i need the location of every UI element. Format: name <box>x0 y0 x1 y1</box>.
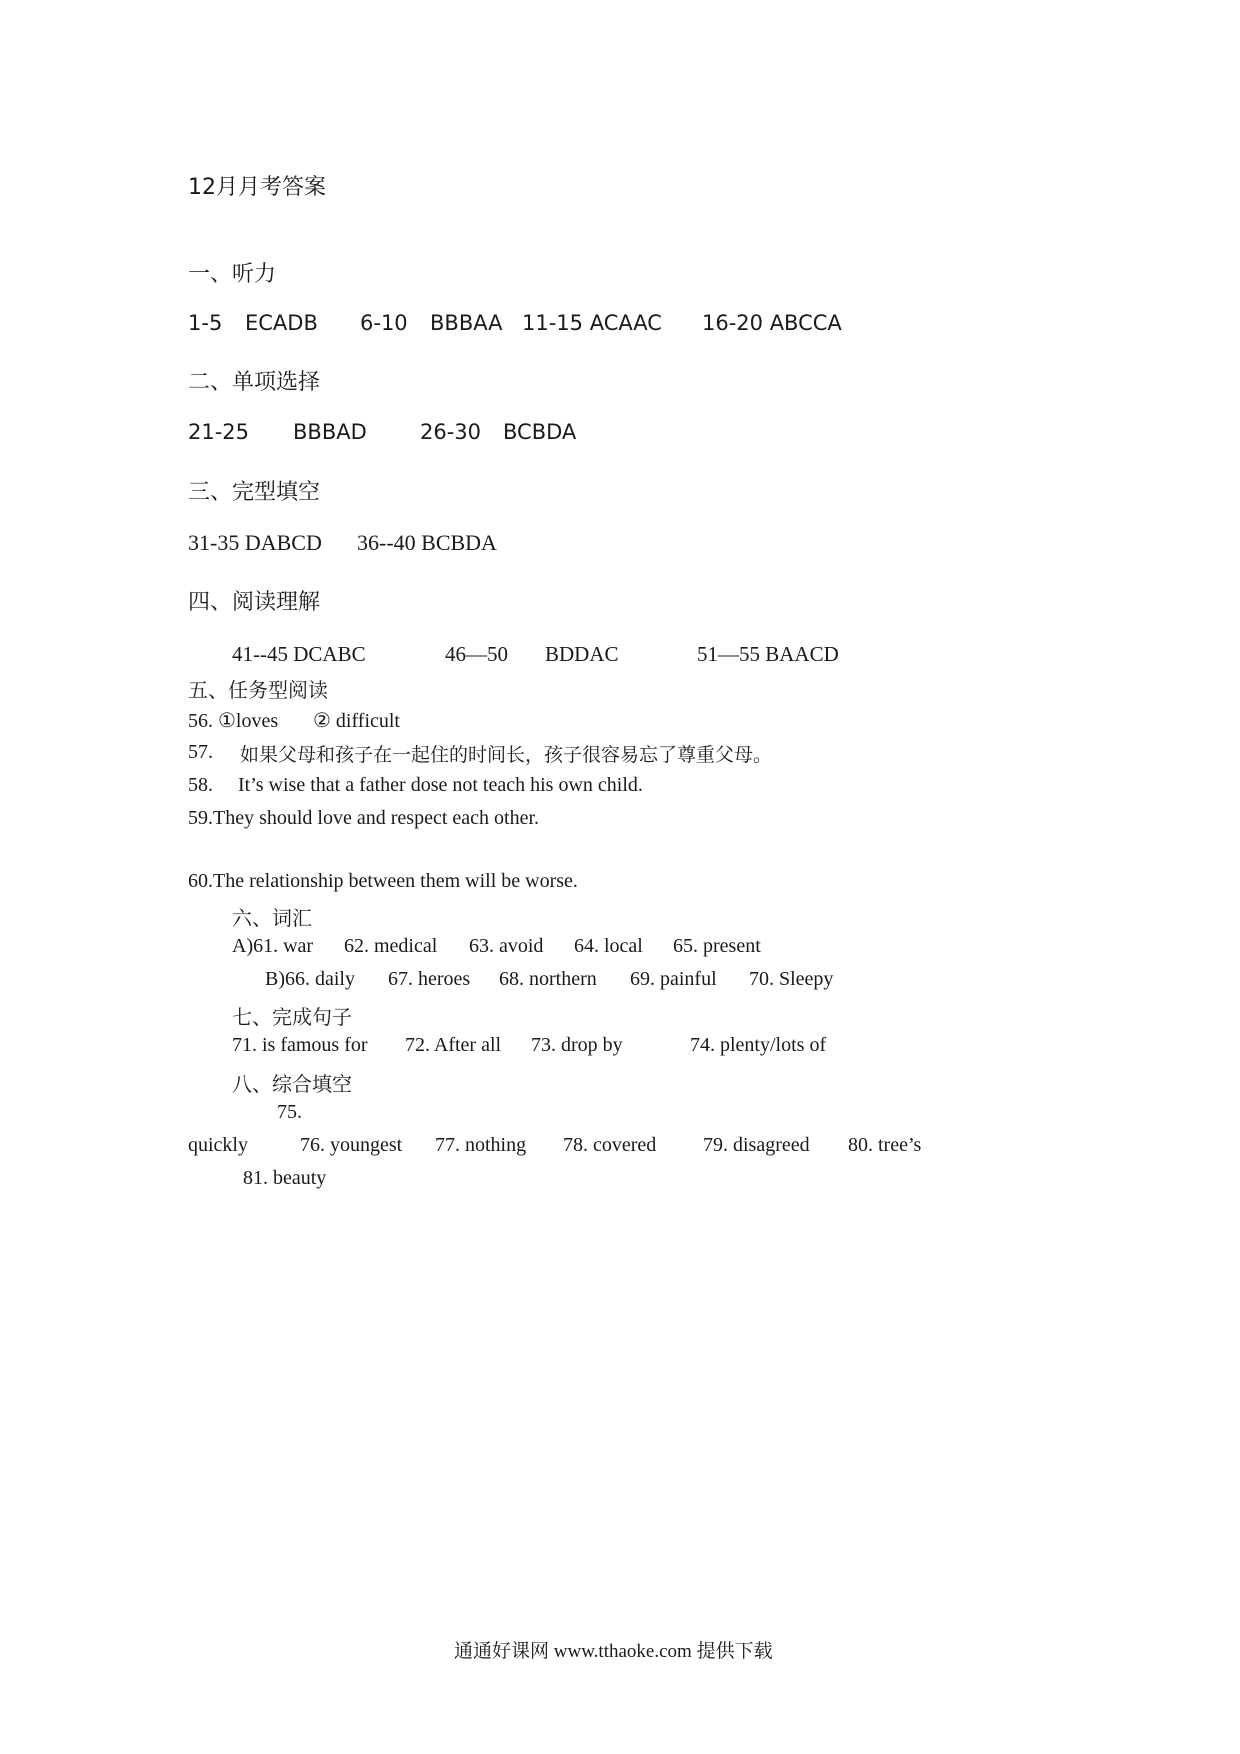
sentence-answer: 72. After all <box>405 1034 502 1056</box>
section-heading-listening: 一、听力 <box>188 262 277 287</box>
answer-56-2: ② difficult <box>313 710 400 732</box>
fill-answer-75-number: 75. <box>277 1101 302 1123</box>
section-heading-reading: 四、阅读理解 <box>188 590 321 615</box>
answer-range: 26-30 <box>420 420 482 444</box>
fill-answer: quickly <box>188 1134 248 1156</box>
sentence-answer: 71. is famous for <box>232 1034 368 1056</box>
vocab-answer: 67. heroes <box>388 968 471 990</box>
answer-56-1: 56. ①loves <box>188 710 279 732</box>
answer-range: 46—50 <box>445 642 508 666</box>
sentence-answer: 73. drop by <box>531 1034 623 1056</box>
answer-value: BDDAC <box>545 642 619 666</box>
fill-answer: 78. covered <box>563 1134 657 1156</box>
answer-range: 6-10 <box>360 311 408 335</box>
answer-60: 60.The relationship between them will be worse. <box>188 870 578 892</box>
section-heading-sentence-completion: 七、完成句子 <box>232 1005 352 1029</box>
answer-58-number: 58. <box>188 774 213 796</box>
section-heading-cloze: 三、完型填空 <box>188 480 321 505</box>
answer-value: ECADB <box>245 311 318 335</box>
section-heading-single-choice: 二、单项选择 <box>188 370 321 395</box>
page-title: 12月月考答案 <box>188 175 326 200</box>
answer-range: 21-25 <box>188 420 250 444</box>
answer-group: 36--40 BCBDA <box>357 530 497 555</box>
vocab-answer: 62. medical <box>344 935 438 957</box>
vocab-answer: 69. painful <box>630 968 717 990</box>
answer-58: It’s wise that a father dose not teach his own child. <box>238 774 643 796</box>
answer-value: BCBDA <box>503 420 577 444</box>
vocab-answer: 63. avoid <box>469 935 544 957</box>
section-heading-vocabulary: 六、词汇 <box>232 906 312 930</box>
page-footer: 通通好课网 www.tthaoke.com 提供下载 <box>454 1641 773 1662</box>
vocab-answer: 68. northern <box>499 968 597 990</box>
fill-answer: 79. disagreed <box>703 1134 810 1156</box>
answer-group: 31-35 DABCD <box>188 530 322 555</box>
section-heading-task-reading: 五、任务型阅读 <box>188 678 328 702</box>
answer-value: BBBAD <box>293 420 367 444</box>
vocab-answer: A)61. war <box>232 935 314 957</box>
fill-answer: 77. nothing <box>435 1134 527 1156</box>
vocab-answer: B)66. daily <box>265 968 355 990</box>
answer-57: 如果父母和孩子在一起住的时间长，孩子很容易忘了尊重父母。 <box>240 744 773 766</box>
vocab-answer: 64. local <box>574 935 643 957</box>
answer-group: 51—55 BAACD <box>697 642 839 666</box>
fill-answer: 76. youngest <box>300 1134 403 1156</box>
sentence-answer: 74. plenty/lots of <box>690 1034 827 1056</box>
answer-group: 16-20 ABCCA <box>702 311 842 335</box>
answer-57-number: 57. <box>188 741 213 763</box>
answer-range: 1-5 <box>188 311 223 335</box>
section-heading-comprehensive-fill: 八、综合填空 <box>232 1072 352 1096</box>
answer-group: 11-15 ACAAC <box>522 311 662 335</box>
fill-answer: 80. tree’s <box>848 1134 922 1156</box>
vocab-answer: 70. Sleepy <box>749 968 834 990</box>
answer-group: 41--45 DCABC <box>232 642 366 666</box>
vocab-answer: 65. present <box>673 935 761 957</box>
fill-answer: 81. beauty <box>243 1167 327 1189</box>
answer-value: BBBAA <box>430 311 503 335</box>
answer-59: 59.They should love and respect each other. <box>188 807 539 829</box>
